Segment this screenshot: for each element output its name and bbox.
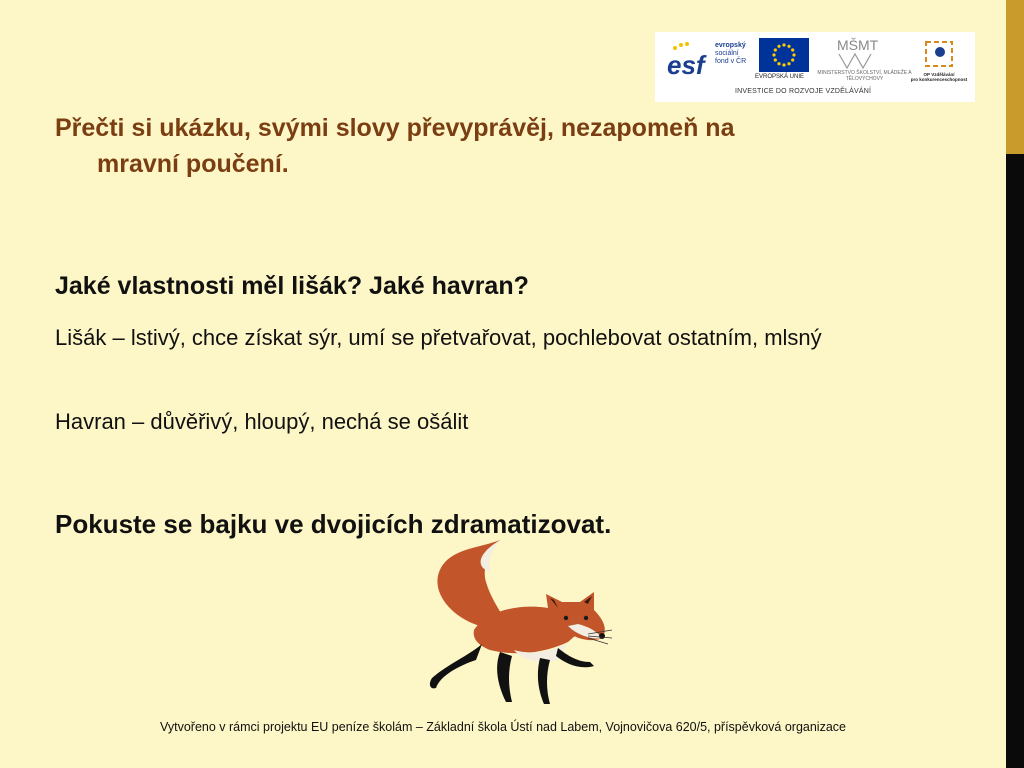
eu-label: EVROPSKÁ UNIE: [755, 74, 805, 80]
msmt-mark: MŠMT: [837, 37, 879, 53]
footer-credit: Vytvořeno v rámci projektu EU peníze školám – Základní škola Ústí nad Labem, Vojnovičova 620/5, příspěvková organizace: [159, 720, 846, 734]
esf-caption-line-2: sociální: [715, 50, 739, 57]
answer-raven: Havran – důvěřivý, hloupý, nechá se ošálit: [55, 409, 469, 434]
msmt-caption: MINISTERSTVO ŠKOLSTVÍ, MLÁDEŽE A TĚLOVÝCHOVY: [817, 70, 912, 82]
esf-caption-line-1: evropský: [715, 42, 746, 49]
instruction-heading: Přečti si ukázku, svými slovy převyprávěj, nezapomeň na mravní poučení.: [55, 114, 735, 178]
right-decorative-strip: [1006, 0, 1024, 768]
esf-mark: esf: [667, 50, 705, 80]
esf-caption: [715, 42, 746, 66]
op-logo: [920, 38, 960, 72]
answer-fox: Lišák – lstivý, chce získat sýr, umí se přetvařovat, pochlebovat ostatním, mlsný: [55, 325, 822, 350]
fox-illustration: [418, 538, 614, 708]
op-caption-line-1: OP Vzdělávání: [923, 72, 955, 77]
esf-caption-line-3: fond v ČR: [715, 58, 747, 65]
esf-logo: [665, 38, 713, 80]
eu-logo-bar: [655, 32, 975, 102]
invest-banner: INVESTICE DO ROZVOJE VZDĚLÁVÁNÍ: [735, 88, 872, 95]
question-heading: Jaké vlastnosti měl lišák? Jaké havran?: [55, 272, 529, 300]
strip-gold-segment: [1006, 0, 1024, 154]
msmt-logo: [835, 36, 885, 70]
task-heading: Pokuste se bajku ve dvojicích zdramatizovat.: [55, 509, 612, 539]
op-caption: [909, 72, 969, 82]
eu-flag-icon: [759, 38, 809, 72]
strip-black-segment: [1006, 154, 1024, 768]
op-caption-line-2: pro konkurenceschopnost: [910, 77, 968, 82]
